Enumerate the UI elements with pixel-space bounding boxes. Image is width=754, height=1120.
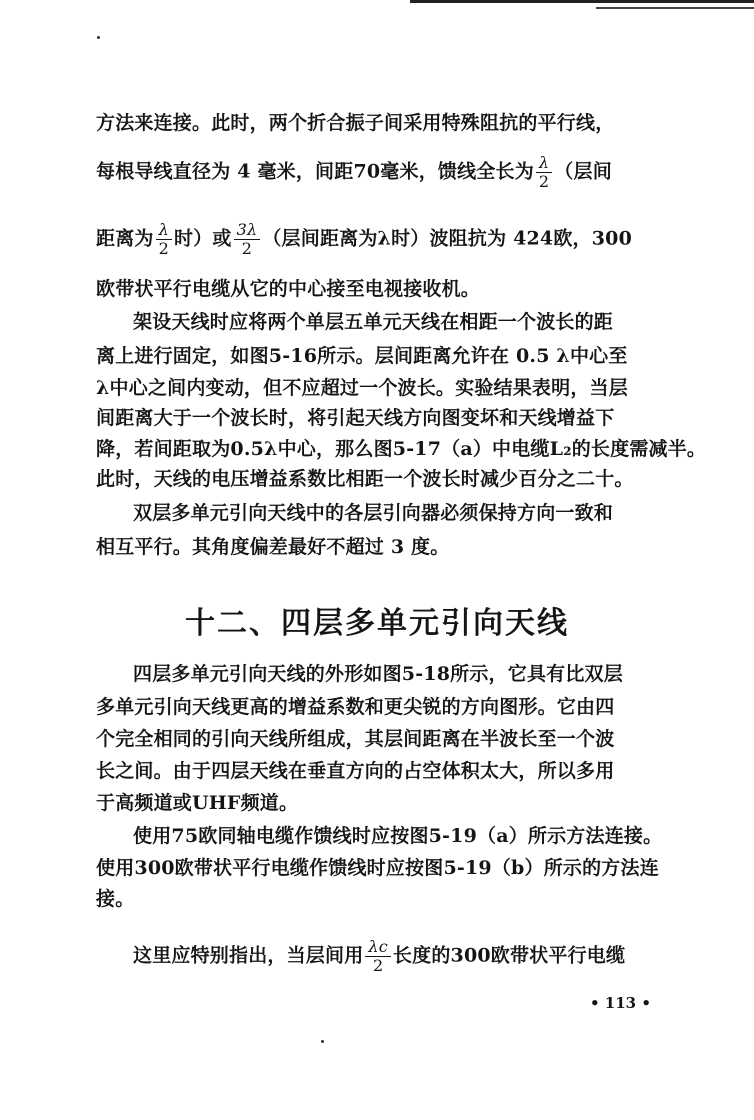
text-line: λ中心之间内变动，但不应超过一个波长。实验结果表明，当层 (96, 377, 628, 399)
text-line: 相互平行。其角度偏差最好不超过 3 度。 (96, 536, 450, 558)
text-line: 接。 (96, 888, 135, 910)
text-span: 长度的300欧带状平行电缆 (392, 944, 626, 967)
text-span: （层间距离为λ时）波阻抗为 424欧，300 (262, 227, 633, 250)
text-line: 欧带状平行电缆从它的中心接至电视接收机。 (96, 278, 481, 300)
fraction (234, 221, 261, 258)
text-line (96, 154, 656, 191)
text-line: 方法来连接。此时，两个折合振子间采用特殊阻抗的平行线， (96, 112, 615, 134)
fraction-denominator: 2 (372, 956, 384, 975)
text-line: 此时，天线的电压增益系数比相距一个波长时减少百分之二十。 (96, 468, 634, 490)
scan-speck (321, 1040, 324, 1043)
text-line: 离上进行固定，如图5-16所示。层间距离允许在 0.5 λ中心至 (96, 345, 628, 367)
text-line: 四层多单元引向天线的外形如图5-18所示，它具有比双层 (133, 663, 623, 685)
fraction-numerator: λ (536, 154, 552, 173)
text-span: （层间 (554, 160, 612, 183)
page-number: • 113 • (590, 994, 651, 1012)
text-line: 多单元引向天线更高的增益系数和更尖锐的方向图形。它由四 (96, 696, 615, 718)
text-line: 长之间。由于四层天线在垂直方向的占空体积太大，所以多用 (96, 760, 615, 782)
fraction-numerator: 3λ (234, 221, 261, 240)
text-span: 距离为 (96, 227, 154, 250)
text-span: 这里应特别指出，当层间用 (133, 944, 364, 967)
fraction-numerator: λ (156, 221, 172, 240)
fraction-denominator: 2 (538, 172, 550, 191)
text-line: 架设天线时应将两个单层五单元天线在相距一个波长的距 (133, 311, 614, 333)
text-line (133, 938, 656, 975)
scan-speck (97, 36, 100, 39)
text-line: 个完全相同的引向天线所组成，其层间距离在半波长至一个波 (96, 728, 615, 750)
fraction-numerator: λc (365, 938, 391, 957)
text-line: 降，若间距取为0.5λ中心，那么图5-17（a）中电缆L₂的长度需减半。 (96, 438, 707, 460)
fraction (156, 221, 172, 258)
fraction (536, 154, 552, 191)
text-line: 间距离大于一个波长时，将引起天线方向图变坏和天线增益下 (96, 407, 615, 429)
fraction-denominator: 2 (158, 239, 169, 258)
text-line (96, 221, 656, 258)
text-line: 于高频道或UHF频道。 (96, 792, 299, 814)
text-line: 使用300欧带状平行电缆作馈线时应按图5-19（b）所示的方法连 (96, 857, 659, 879)
fraction-denominator: 2 (241, 239, 253, 258)
text-line: 双层多单元引向天线中的各层引向器必须保持方向一致和 (133, 502, 614, 524)
text-span: 时）或 (174, 227, 232, 250)
scan-edge-line (410, 0, 754, 3)
scan-edge-line (596, 7, 754, 9)
section-heading: 十二、四层多单元引向天线 (185, 606, 569, 641)
text-line: 使用75欧同轴电缆作馈线时应按图5-19（a）所示方法连接。 (133, 825, 663, 847)
text-span: 每根导线直径为 4 毫米，间距70毫米，馈线全长为 (96, 160, 534, 183)
fraction (365, 938, 391, 975)
